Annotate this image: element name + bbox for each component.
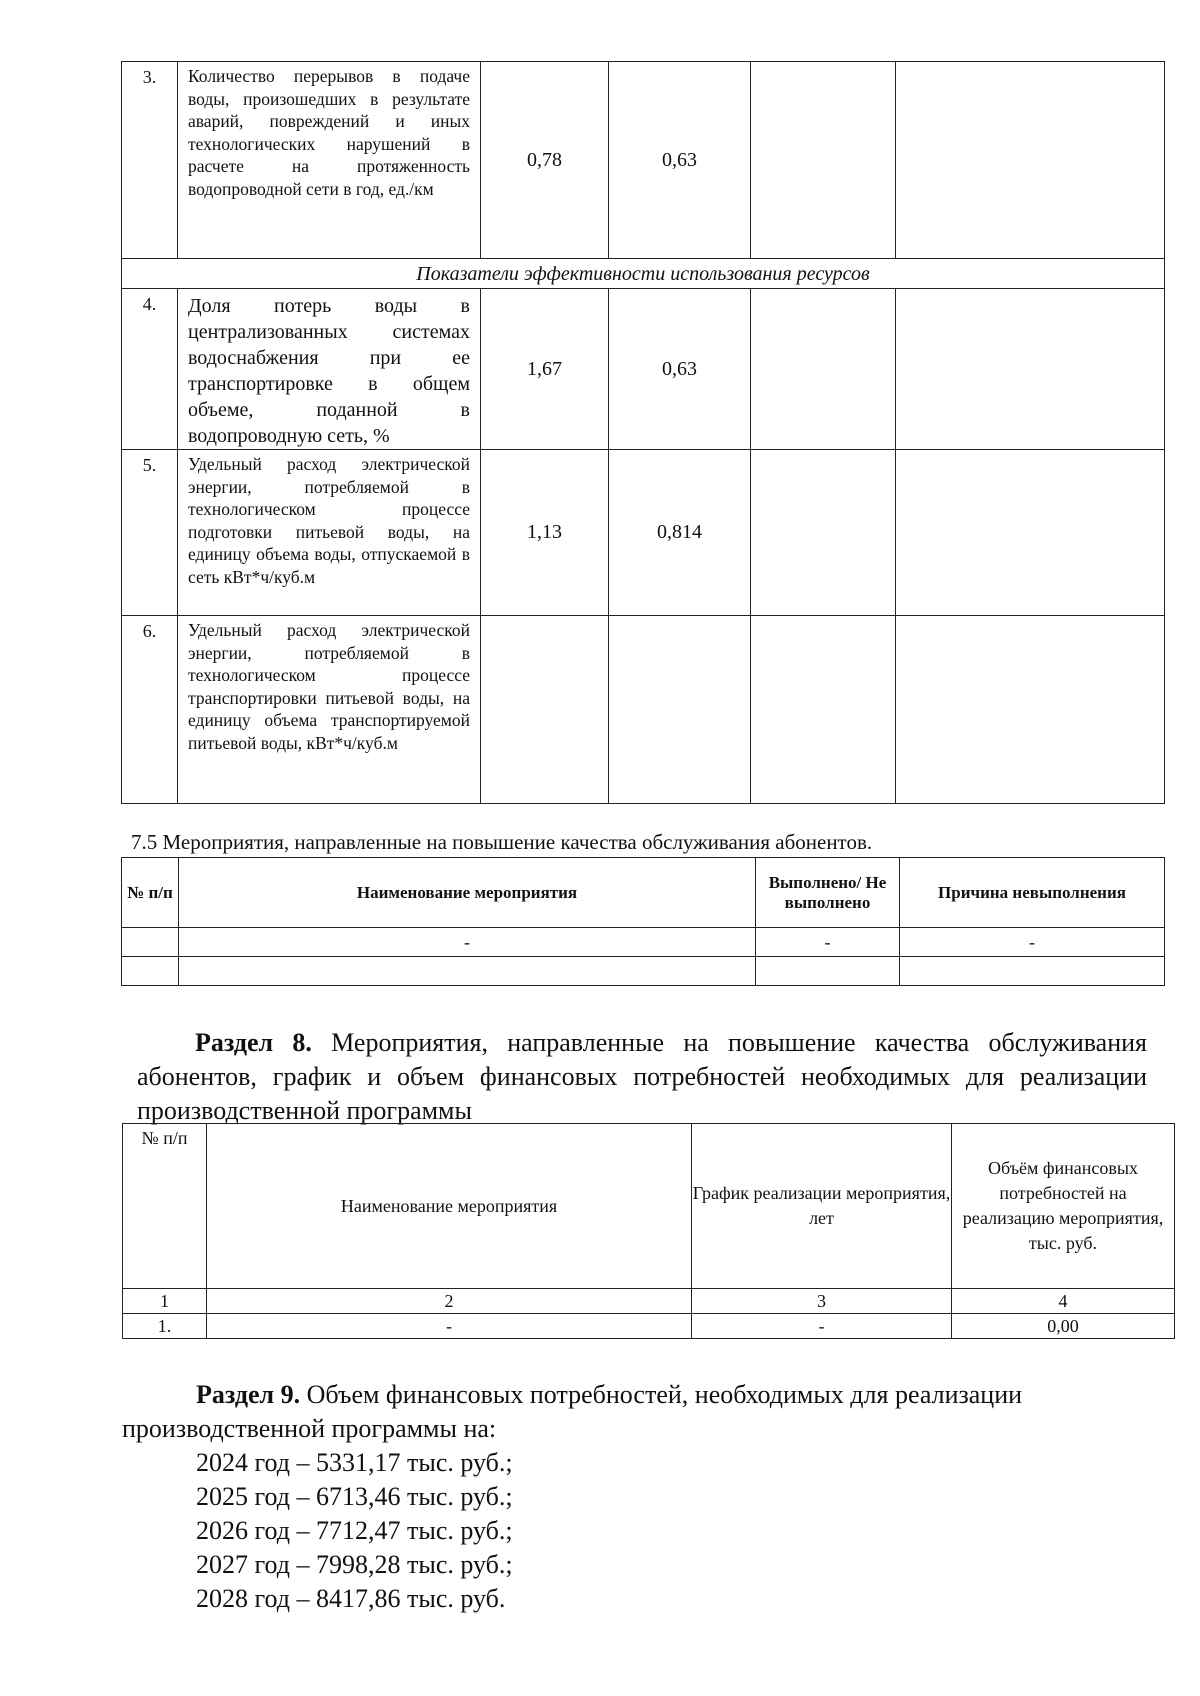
indicator-value: 1,13 bbox=[481, 450, 609, 616]
indicator-name: Доля потерь воды в централизованных системах водоснабжения при ее транспортировке в общем объеме, поданной в водопроводную сеть, % bbox=[178, 289, 481, 450]
section-9 bbox=[122, 1378, 1162, 1616]
cell: 4 bbox=[952, 1289, 1175, 1314]
col-header-name: Наименование мероприятия bbox=[179, 858, 756, 928]
row-number: 4. bbox=[122, 289, 178, 450]
cell: 0,00 bbox=[952, 1314, 1175, 1339]
cell: 1 bbox=[123, 1289, 207, 1314]
indicator-value bbox=[751, 616, 896, 804]
section-8-paragraph bbox=[137, 1026, 1147, 1128]
year-line: 2024 год – 5331,17 тыс. руб.; bbox=[196, 1448, 513, 1477]
cell: - bbox=[207, 1314, 692, 1339]
col-header-volume: Объём финансовых потребностей на реализацию мероприятия, тыс. руб. bbox=[952, 1124, 1175, 1289]
indicator-value bbox=[481, 616, 609, 804]
section-9-label: Раздел 9. bbox=[196, 1380, 301, 1409]
section-header-row bbox=[122, 259, 1165, 289]
header-row bbox=[123, 1124, 1175, 1289]
table-row bbox=[122, 450, 1165, 616]
col-header-reason: Причина невыполнения bbox=[900, 858, 1165, 928]
index-row bbox=[123, 1289, 1175, 1314]
cell: - bbox=[692, 1314, 952, 1339]
cell bbox=[900, 957, 1165, 986]
indicator-value bbox=[896, 62, 1165, 259]
section-header: Показатели эффективности использования ресурсов bbox=[122, 259, 1165, 289]
row-number: 3. bbox=[122, 62, 178, 259]
indicator-value bbox=[896, 616, 1165, 804]
indicator-value: 0,78 bbox=[481, 62, 609, 259]
financial-table bbox=[122, 1123, 1175, 1339]
cell: 3 bbox=[692, 1289, 952, 1314]
indicator-value bbox=[751, 450, 896, 616]
indicator-value bbox=[896, 450, 1165, 616]
indicator-value bbox=[609, 616, 751, 804]
indicator-value: 0,63 bbox=[609, 289, 751, 450]
col-header-number: № п/п bbox=[122, 858, 179, 928]
col-header-name: Наименование мероприятия bbox=[207, 1124, 692, 1289]
indicator-value bbox=[751, 289, 896, 450]
section-9-text: Объем финансовых потребностей, необходимых для реализации производственной программы на: bbox=[122, 1380, 1023, 1443]
table-row bbox=[122, 289, 1165, 450]
header-row bbox=[122, 858, 1165, 928]
table-row bbox=[123, 1314, 1175, 1339]
indicator-name: Удельный расход электрической энергии, потребляемой в технологическом процессе транспортировки питьевой воды, на единицу объема транспортируемой питьевой воды, кВт*ч/куб.м bbox=[178, 616, 481, 804]
section-8-label: Раздел 8. bbox=[195, 1028, 312, 1057]
col-header-schedule: График реализации мероприятия, лет bbox=[692, 1124, 952, 1289]
section-9-paragraph bbox=[122, 1378, 1162, 1446]
cell: - bbox=[756, 928, 900, 957]
indicator-name: Количество перерывов в подаче воды, произошедших в результате аварий, повреждений и иных технологических нарушений в расчете на протяженность водопроводной сети в год, ед./км bbox=[178, 62, 481, 259]
cell bbox=[179, 957, 756, 986]
year-line: 2026 год – 7712,47 тыс. руб.; bbox=[196, 1516, 513, 1545]
cell bbox=[756, 957, 900, 986]
year-line: 2028 год – 8417,86 тыс. руб. bbox=[196, 1584, 506, 1613]
indicator-value: 0,63 bbox=[609, 62, 751, 259]
row-number: 6. bbox=[122, 616, 178, 804]
cell: - bbox=[179, 928, 756, 957]
indicator-value: 1,67 bbox=[481, 289, 609, 450]
indicator-name: Удельный расход электрической энергии, потребляемой в технологическом процессе подготовки питьевой воды, на единицу объема воды, отпускаемой в сеть кВт*ч/куб.м bbox=[178, 450, 481, 616]
cell: 2 bbox=[207, 1289, 692, 1314]
cell bbox=[122, 957, 179, 986]
col-header-number: № п/п bbox=[123, 1124, 207, 1289]
measures-table bbox=[121, 857, 1165, 986]
year-line: 2027 год – 7998,28 тыс. руб.; bbox=[196, 1550, 513, 1579]
section-8-text: Мероприятия, направленные на повышение качества обслуживания абонентов, график и объем финансовых потребностей необходимых для реализации производственной программы bbox=[137, 1028, 1148, 1125]
indicator-value bbox=[896, 289, 1165, 450]
indicator-value: 0,814 bbox=[609, 450, 751, 616]
table-row bbox=[122, 928, 1165, 957]
row-number: 5. bbox=[122, 450, 178, 616]
col-header-done: Выполнено/ Не выполнено bbox=[756, 858, 900, 928]
cell: - bbox=[900, 928, 1165, 957]
indicators-table bbox=[121, 61, 1165, 804]
year-line: 2025 год – 6713,46 тыс. руб.; bbox=[196, 1482, 513, 1511]
indicator-value bbox=[751, 62, 896, 259]
section-7-5-heading: 7.5 Мероприятия, направленные на повышение качества обслуживания абонентов. bbox=[131, 830, 873, 854]
table-row bbox=[122, 616, 1165, 804]
cell bbox=[122, 928, 179, 957]
table-row bbox=[122, 62, 1165, 259]
table-row bbox=[122, 957, 1165, 986]
cell: 1. bbox=[123, 1314, 207, 1339]
